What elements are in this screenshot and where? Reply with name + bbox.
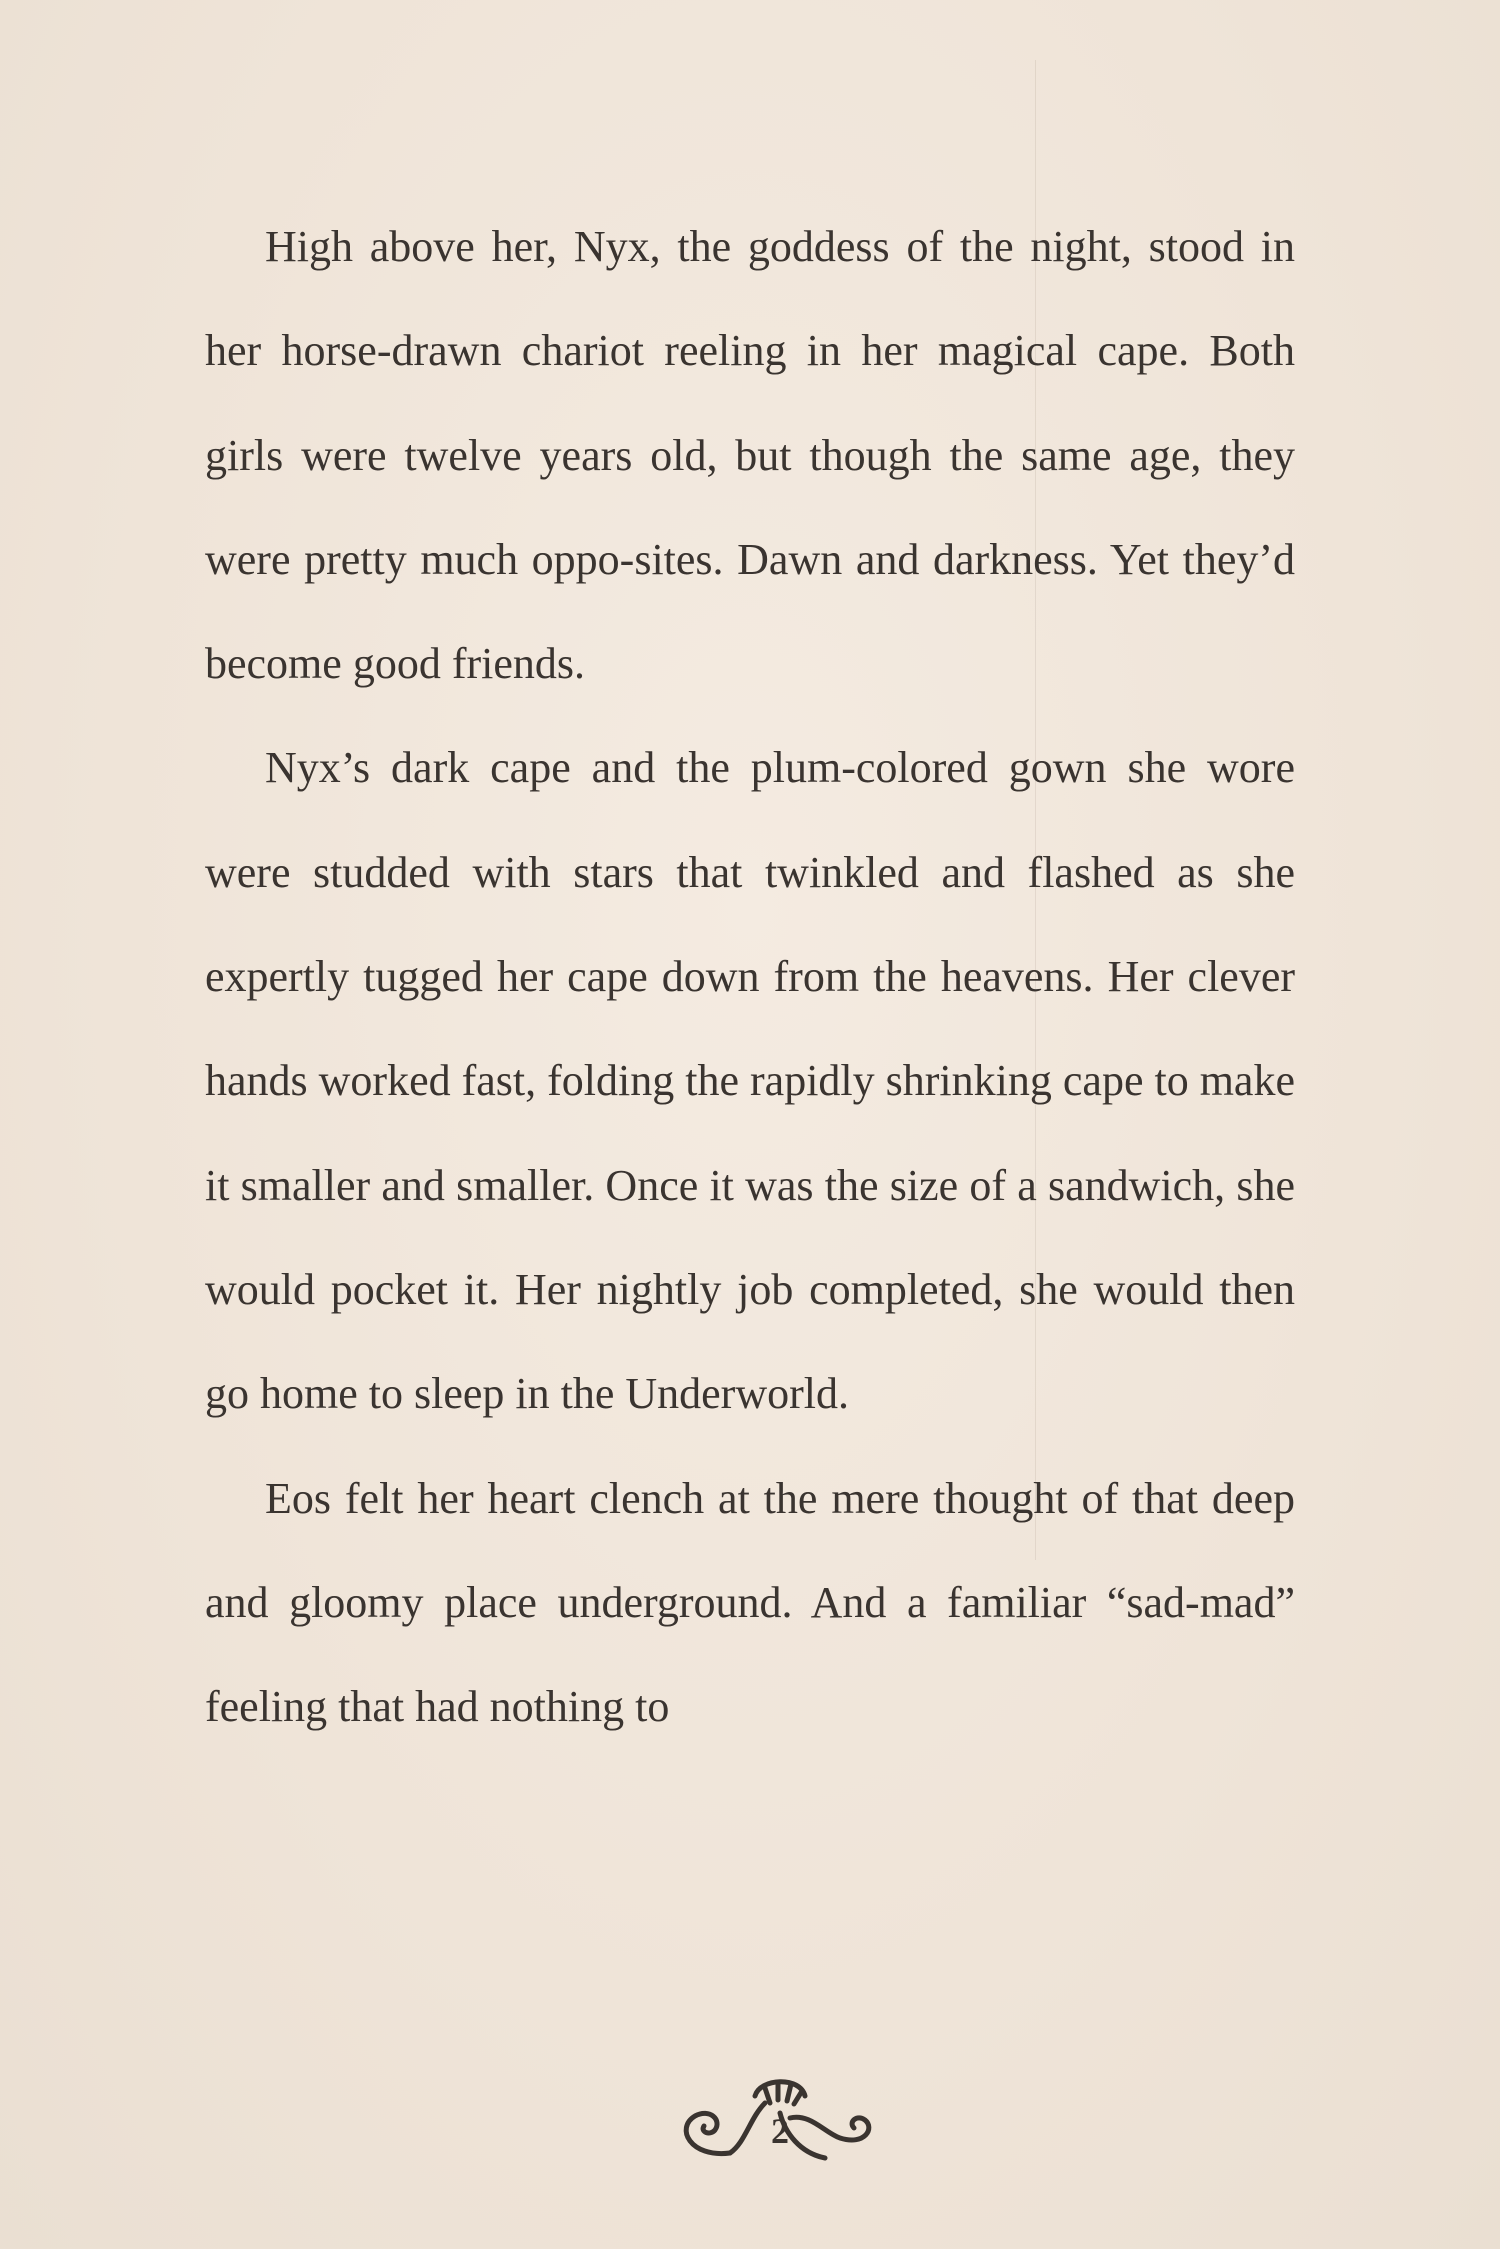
paragraph-1: High above her, Nyx, the goddess of the night, stood in her horse-drawn chariot reeling in her magical cape. Both girls were twelve years old, but though the same age, they were pretty much oppo-sites. Dawn and darkness. Yet they’d become good friends. [205,222,1295,689]
paragraph-2: Nyx’s dark cape and the plum-colored gown she wore were studded with stars that twinkled and flashed as she expertly tugged her cape down from the heavens. Her clever hands worked fast, folding the rapidly shrinking cape to make it smaller and smaller. Once it was the size of a sandwich, she would pocket it. Her nightly job completed, she would then go home to sleep in the Underworld. [205,743,1295,1419]
paragraph-3: Eos felt her heart clench at the mere thought of that deep and gloomy place underground. And a familiar “sad-mad” feeling that had nothing to [205,1473,1295,1732]
page-number: 2 [771,2111,789,2151]
body-text [205,195,1295,1759]
